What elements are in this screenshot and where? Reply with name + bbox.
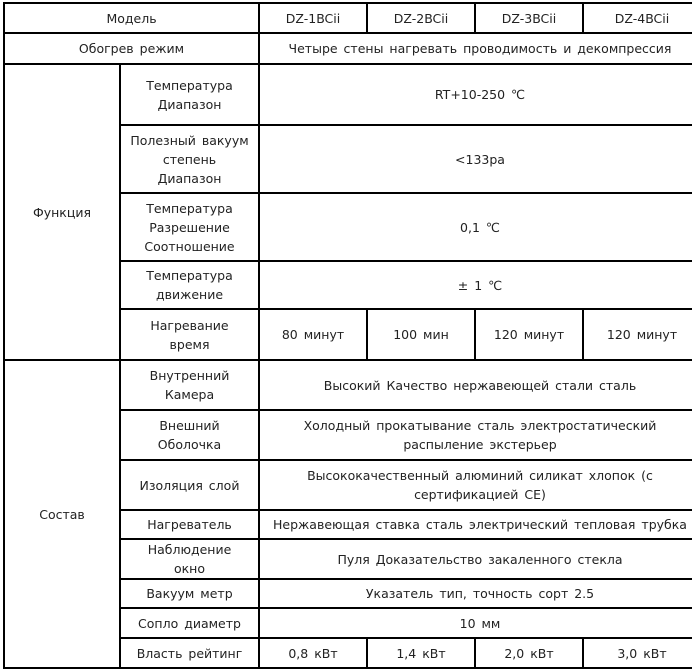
heating-label: Обогрев режим xyxy=(5,34,258,63)
model-header: Модель xyxy=(5,4,258,32)
nozzle-label: Сопло диаметр xyxy=(121,609,258,637)
model-2: DZ-2BCii xyxy=(368,4,474,32)
insulation-label: Изоляция слой xyxy=(121,461,258,509)
vacuum-value: <133pa xyxy=(260,126,692,192)
power-3: 2,0 кВт xyxy=(476,639,582,667)
model-3: DZ-3BCii xyxy=(476,4,582,32)
insulation-value: Высококачественный алюминий силикат хлопок (с сертификацией CE) xyxy=(260,461,692,509)
heat-time-3: 120 минут xyxy=(476,310,582,359)
inner-chamber-label: Внутренний Камера xyxy=(121,361,258,409)
vacuum-label: Полезный вакуум степень Диапазон xyxy=(121,126,258,192)
power-1: 0,8 кВт xyxy=(260,639,366,667)
heater-label: Нагреватель xyxy=(121,511,258,538)
heating-value: Четыре стены нагревать проводимость и декомпрессия xyxy=(260,34,692,63)
fluctuation-value: ± 1 ℃ xyxy=(260,262,692,308)
composition-group-label: Состав xyxy=(5,361,119,667)
resolution-value: 0,1 ℃ xyxy=(260,194,692,260)
inner-chamber-value: Высокий Качество нержавеющей стали сталь xyxy=(260,361,692,409)
heat-time-4: 120 минут xyxy=(584,310,692,359)
vacuum-gauge-value: Указатель тип, точность сорт 2.5 xyxy=(260,580,692,607)
heat-time-2: 100 мин xyxy=(368,310,474,359)
window-label: Наблюдение окно xyxy=(121,540,258,578)
spec-table xyxy=(3,2,692,669)
fluctuation-label: Температура движение xyxy=(121,262,258,308)
temp-range-label: Температура Диапазон xyxy=(121,65,258,124)
outer-shell-label: Внешний Оболочка xyxy=(121,411,258,459)
power-label: Власть рейтинг xyxy=(121,639,258,667)
heat-time-label: Нагревание время xyxy=(121,310,258,359)
power-2: 1,4 кВт xyxy=(368,639,474,667)
window-value: Пуля Доказательство закаленного стекла xyxy=(260,540,692,578)
temp-range-value: RT+10-250 ℃ xyxy=(260,65,692,124)
model-4: DZ-4BCii xyxy=(584,4,692,32)
power-4: 3,0 кВт xyxy=(584,639,692,667)
function-group-label: Функция xyxy=(5,65,119,359)
outer-shell-value: Холодный прокатывание сталь электростатический распыление экстерьер xyxy=(260,411,692,459)
heater-value: Нержавеющая ставка сталь электрический тепловая трубка xyxy=(260,511,692,538)
vacuum-gauge-label: Вакуум метр xyxy=(121,580,258,607)
resolution-label: Температура Разрешение Соотношение xyxy=(121,194,258,260)
heat-time-1: 80 минут xyxy=(260,310,366,359)
nozzle-value: 10 мм xyxy=(260,609,692,637)
model-1: DZ-1BCii xyxy=(260,4,366,32)
